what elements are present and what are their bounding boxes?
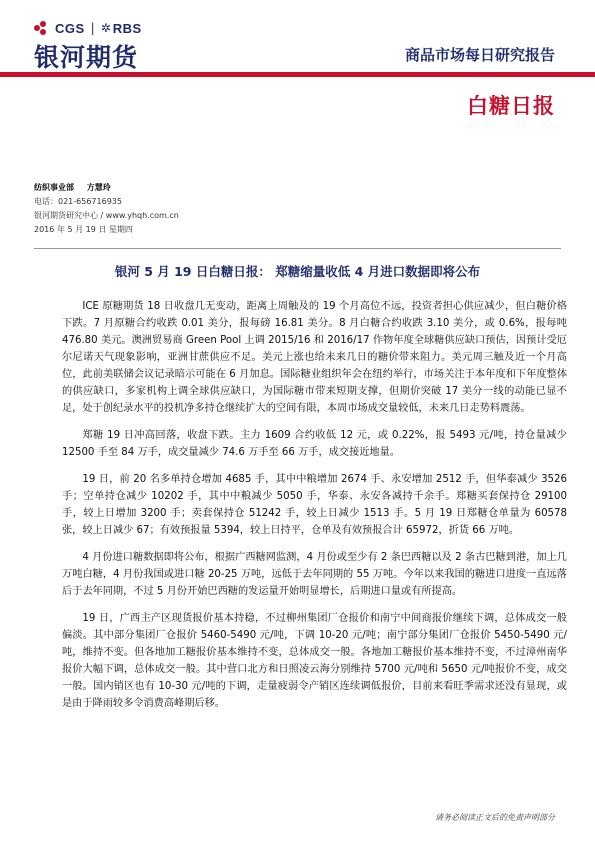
rbs-logo-text: RBS — [112, 20, 142, 36]
report-date: 2016 年 5 月 19 日 星期四 — [34, 225, 133, 234]
logo-separator: | — [90, 21, 95, 35]
report-series-title: 商品市场每日研究报告 — [404, 46, 555, 64]
brand-name: 银河期货 — [34, 43, 139, 72]
paragraph-ice-market: ICE 原糖期货 18 日收盘几无变动，距离上周触及的 19 个月高位不远，投资者担心供应减少，但白糖价格下跌。7 月原糖合约收跌 0.01 美分，报每磅 16.81 美分。8 月白糖合约收跌 3.10 美分，或 0.6%，报每吨 476.80 美元。澳洲贸易商 Green Pool 上调 2015/16 和 2016/17 作物年度全球糖供应缺口预估，因预计受厄尔尼诺天气现象影响，亚洲甘蔗供应不足。美元上涨也给未来几日的糖价带来阻力。美元周三触及近一个月高位，此前美联储会议记录暗示可能在 6 月加息。国际糖业组织年会在纽约举行，市场关注于本年度和下年度整体的供应缺口，多家机构上调全球供应缺口，为国际糖市带来短期支撑，但期价突破 17 美分一线的动能已显不足，处于创纪录水平的投机净多持仓继续扩大的空间有限，本周市场成交量较低，未来几日走势料震荡。 — [62, 301, 567, 414]
section-divider — [34, 248, 561, 249]
cgs-logo-text: CGS — [55, 20, 85, 36]
author-name: 方慧玲 — [86, 183, 111, 192]
disclaimer-note: 请务必阅读正文后的免责声明部分 — [435, 813, 555, 822]
paragraph-spot-prices: 19 日，广西主产区现货报价基本持稳，不过柳州集团厂仓报价和南宁中间商报价继续下调，总体成交一般偏淡。其中部分集团厂仓报价 5460-5490 元/吨，下调 10-20 元/吨；南宁部分集团厂仓报价 5450-5490 元/吨，维持不变。但各地加工糖报价基本维持不变，总体成交一般。各地加工糖报价基本维持不变，不过漳州南华报价大幅下调，总体成交一般。其中营口北方和日照凌云海分别维持 5700 元/吨和 5650 元/吨报价不变，成交一般。国内销区也有 10-30 元/吨的下调，走量疲弱令产销区连续调低报价，目前来看旺季需求还没有显现，或是由于降雨较多令消费高峰期后移。 — [62, 613, 567, 709]
author-department: 纺织事业部 — [34, 183, 74, 192]
paragraph-zhengzhou-futures: 郑糖 19 日冲高回落，收盘下跌。主力 1609 合约收低 12 元，或 0.22%，报 5493 元/吨，持仓量减少 12500 手至 84 万手，成交量减少 74.6 万手至 66 万手，成交接近地量。 — [62, 430, 567, 458]
company-logo — [34, 20, 142, 36]
report-header — [0, 0, 595, 130]
paragraph-positions: 19 日，前 20 名多单持仓增加 4685 手，其中中粮增加 2674 手、永安增加 2512 手，但华泰减少 3526 手；空单持仓减少 10202 手，其中中粮减少 5050 手，华泰、永安各减持千余手。郑糖买套保持仓 29100 手，较上日增加 3200 手；卖套保持仓 51242 手，较上日减少 1513 手。5 月 19 日郑糖仓单量为 60578 张，较上日减少 67；有效预报量 5394，较上日持平，仓单及有效预报合计 65972，折货 66 万吨。 — [62, 474, 567, 536]
author-info — [34, 181, 179, 237]
article-body — [62, 298, 567, 722]
header-divider-bar — [0, 72, 595, 77]
report-title: 白糖日报 — [467, 94, 555, 118]
paragraph-imports: 4 月份进口糖数据即将公布，根据广西糖网监测，4 月份或至少有 2 条巴西糖以及 2 条古巴糖到港，加上几万吨白糖，4 月份我国或进口糖 20-25 万吨，远低于去年同期的 55 万吨。今年以来我国的糖进口进度一直远落后于去年同期，不过 5 月份开始巴西糖的发运量开始明显增长，后期进口量或有所提高。 — [62, 552, 567, 597]
article-headline: 银河 5 月 19 日白糖日报： 郑糖缩量收低 4 月进口数据即将公布 — [114, 264, 481, 279]
author-phone: 电话：021-656716935 — [34, 197, 122, 206]
author-name-line — [34, 181, 179, 195]
author-website[interactable]: 银河期货研究中心 / www.yhqh.com.cn — [34, 211, 179, 220]
rbs-logo-icon: ✲ — [100, 21, 111, 35]
cgs-logo-icon — [34, 21, 52, 35]
